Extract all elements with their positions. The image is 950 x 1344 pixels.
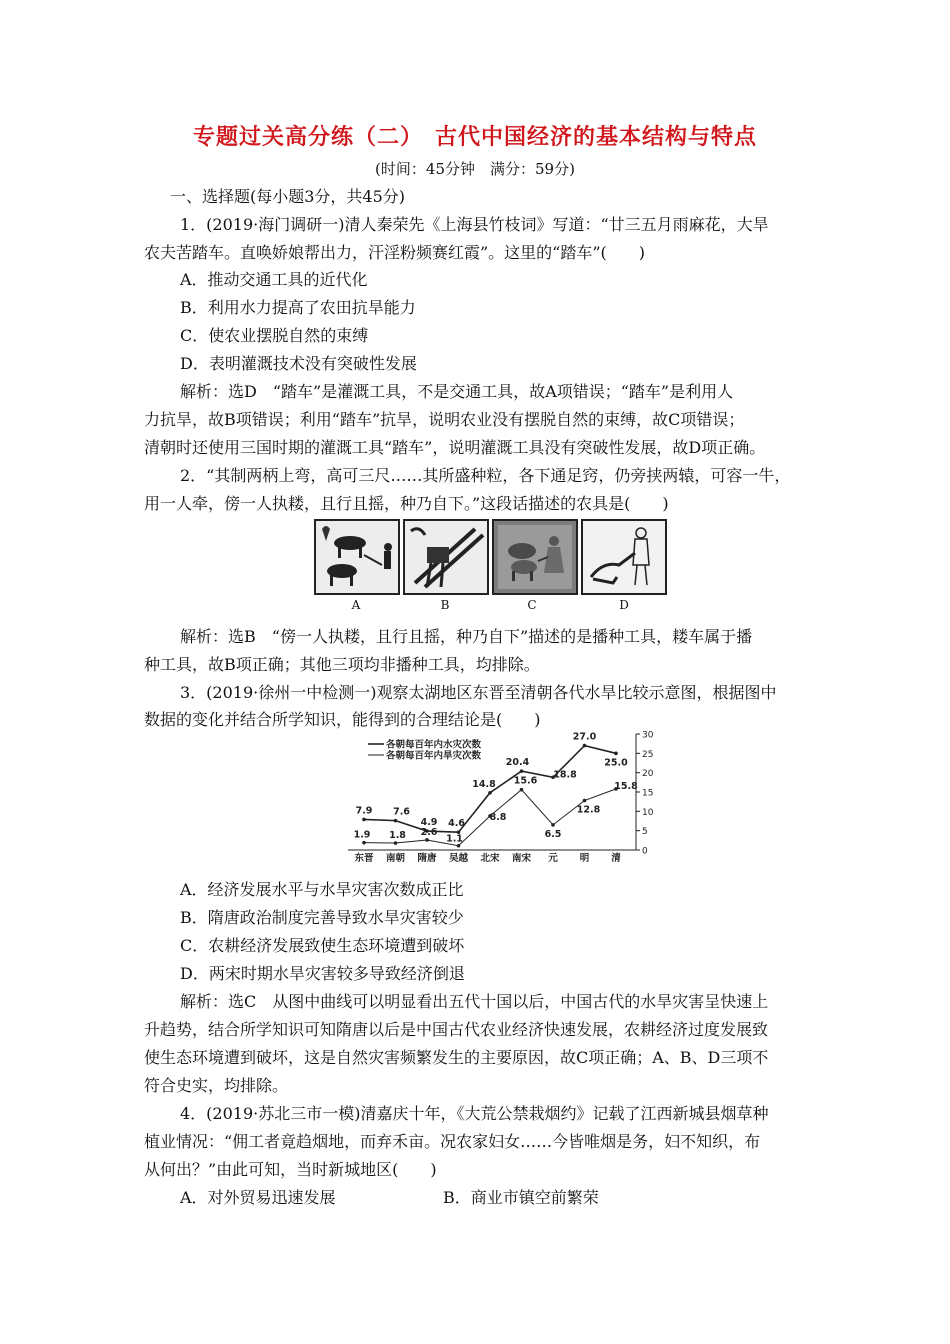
q3-explanation-line1: 解析：选C 从图中曲线可以明显看出五代十国以后，中国古代的水旱灾害呈快速上 <box>180 992 769 1011</box>
y-tick-label: 0 <box>642 846 648 857</box>
q1-explanation-line1: 解析：选D “踏车”是灌溉工具，不是交通工具，故A项错误；“踏车”是利用人 <box>180 382 734 401</box>
q3-explanation-line4: 符合史实，均排除。 <box>144 1076 289 1095</box>
series-1-value-label: 27.0 <box>572 731 597 743</box>
q2-stem-line2: 用一人牵，傍一人执耧，且行且摇，种乃自下。”这段话描述的农具是( ) <box>144 494 669 513</box>
series-1-value-label: 14.8 <box>472 778 496 790</box>
q3-option-b: B．隋唐政治制度完善导致水旱灾害较少 <box>180 908 464 927</box>
x-tick-label: 北宋 <box>480 853 500 864</box>
q4-stem-line2: 植业情况：“佣工者竟趋烟地，而弃禾亩。况农家妇女……今皆唯烟是务，妇不知织，布 <box>144 1132 761 1151</box>
q2-stem-line1: 2．“其制两柄上弯，高可三尺……其所盛种粒，各下通足窍，仍旁挟两辕，可容一牛， <box>180 466 791 485</box>
series-1-value-label: 20.4 <box>505 757 530 769</box>
y-tick-label: 10 <box>642 807 654 818</box>
series-2-point <box>425 838 429 842</box>
series-2-point <box>551 823 555 827</box>
q2-explanation-line2: 种工具，故B项正确；其他三项均非播种工具，均排除。 <box>144 655 540 674</box>
q3-option-a: A．经济发展水平与水旱灾害次数成正比 <box>180 880 464 899</box>
q1-stem-line1: 1．(2019·海门调研一)清人秦荣先《上海县竹枝词》写道：“廿三五月雨麻花，大旱 <box>180 215 769 234</box>
q3-stem-line2: 数据的变化并结合所学知识，能得到的合理结论是( ) <box>144 710 541 729</box>
x-tick-label: 隋唐 <box>417 853 437 864</box>
q3-stem-line1: 3．(2019·徐州一中检测一)观察太湖地区东晋至清朝各代水旱比较示意图，根据图中 <box>180 683 777 702</box>
x-tick-label: 吴越 <box>448 853 469 864</box>
ox-plough-image-a <box>314 519 400 595</box>
series-2-value-label: 6.5 <box>544 828 562 840</box>
series-2-point <box>520 788 524 792</box>
x-tick-label: 清 <box>611 853 621 864</box>
y-tick-label: 20 <box>642 769 654 780</box>
q2-explanation-line1: 解析：选B “傍一人执耧，且行且摇，种乃自下”描述的是播种工具，耧车属于播 <box>180 627 753 646</box>
section-heading: 一、选择题(每小题3分，共45分) <box>170 187 406 206</box>
q1-option-a: A．推动交通工具的近代化 <box>180 270 368 289</box>
series-1-value-label: 4.6 <box>448 818 465 830</box>
image-label-a: A <box>351 598 361 612</box>
series-1-point <box>583 744 587 748</box>
y-tick-label: 30 <box>642 730 654 741</box>
image-label-d: D <box>619 598 629 612</box>
page-title: 专题过关高分练（二） 古代中国经济的基本结构与特点 <box>192 125 757 150</box>
series-2-value-label: 1.8 <box>389 830 406 842</box>
q4-option-a: A．对外贸易迅速发展 <box>180 1188 336 1207</box>
q4-option-b: B．商业市镇空前繁荣 <box>443 1188 599 1207</box>
q1-option-c: C．使农业摆脱自然的束缚 <box>180 326 369 345</box>
q3-option-d: D．两宋时期水旱灾害较多导致经济倒退 <box>180 964 465 983</box>
page-subtitle: (时间：45分钟 满分：59分) <box>375 160 575 178</box>
q3-option-c: C．农耕经济发展致使生态环境遭到破坏 <box>180 936 465 955</box>
series-1-point <box>394 819 398 823</box>
x-tick-label: 东晋 <box>354 853 374 864</box>
seed-drill-image-b <box>403 519 489 595</box>
q1-option-d: D．表明灌溉技术没有突破性发展 <box>180 354 417 373</box>
legend-entry: 各朝每百年内水灾次数 <box>386 739 482 751</box>
q1-option-b: B．利用水力提高了农田抗旱能力 <box>180 298 416 317</box>
series-2-value-label: 2.6 <box>420 826 438 838</box>
y-tick-label: 15 <box>642 788 654 799</box>
series-1-value-label: 25.0 <box>604 757 628 769</box>
q1-explanation-line3: 清朝时还使用三国时期的灌溉工具“踏车”，说明灌溉工具没有突破性发展，故D项正确。 <box>144 438 766 457</box>
y-tick-label: 5 <box>642 827 648 838</box>
q1-explanation-line2: 力抗旱，故B项错误；利用“踏车”抗旱，说明农业没有摆脱自然的束缚，故C项错误； <box>144 410 745 429</box>
series-2-value-label: 1.9 <box>353 829 371 841</box>
x-tick-label: 明 <box>579 853 590 864</box>
q3-explanation-line3: 使生态环境遭到破坏，这是自然灾害频繁发生的主要原因，故C项正确；A、B、D三项不 <box>144 1048 769 1067</box>
q4-stem-line3: 从何出？”由此可知，当时新城地区( ) <box>144 1160 437 1179</box>
y-tick-label: 25 <box>642 749 654 760</box>
q4-stem-line1: 4．(2019·苏北三市一模)清嘉庆十年，《大荒公禁栽烟约》记载了江西新城县烟草种 <box>180 1104 769 1123</box>
q3-explanation-line2: 升趋势，结合所学知识可知隋唐以后是中国古代农业经济快速发展，农耕经济过度发展致 <box>144 1020 769 1039</box>
series-2-value-label: 12.8 <box>576 804 601 816</box>
series-2-value-label: 15.8 <box>614 780 638 792</box>
curved-plough-image-d <box>581 519 667 595</box>
series-1-point <box>614 752 618 756</box>
series-1-value-label: 4.9 <box>420 817 438 829</box>
series-1-point <box>520 769 524 773</box>
x-tick-label: 南朝 <box>385 853 406 864</box>
mural-ox-plough-image-c <box>492 519 578 595</box>
series-2-value-label: 8.8 <box>489 811 507 823</box>
x-tick-label: 南宋 <box>511 853 532 864</box>
image-label-b: B <box>440 598 450 612</box>
q1-stem-line2: 农夫苦踏车。直唤娇娘帮出力，汗淫粉频赛红霞”。这里的“踏车”( ) <box>144 243 646 262</box>
series-2-value-label: 15.6 <box>513 775 538 787</box>
series-1-point <box>362 818 366 822</box>
series-2-point <box>583 799 587 803</box>
flood-drought-line-chart <box>338 728 668 864</box>
series-1-value-label: 18.8 <box>553 769 577 781</box>
series-1-point <box>488 791 492 795</box>
series-2-value-label: 1.1 <box>446 833 463 845</box>
image-label-c: C <box>527 598 537 612</box>
series-1-value-label: 7.6 <box>393 806 410 818</box>
series-2-point <box>394 841 398 845</box>
x-tick-label: 元 <box>548 853 558 864</box>
legend-entry: 各朝每百年内旱灾次数 <box>386 750 482 762</box>
series-1-value-label: 7.9 <box>355 805 373 817</box>
series-2-point <box>362 841 366 845</box>
